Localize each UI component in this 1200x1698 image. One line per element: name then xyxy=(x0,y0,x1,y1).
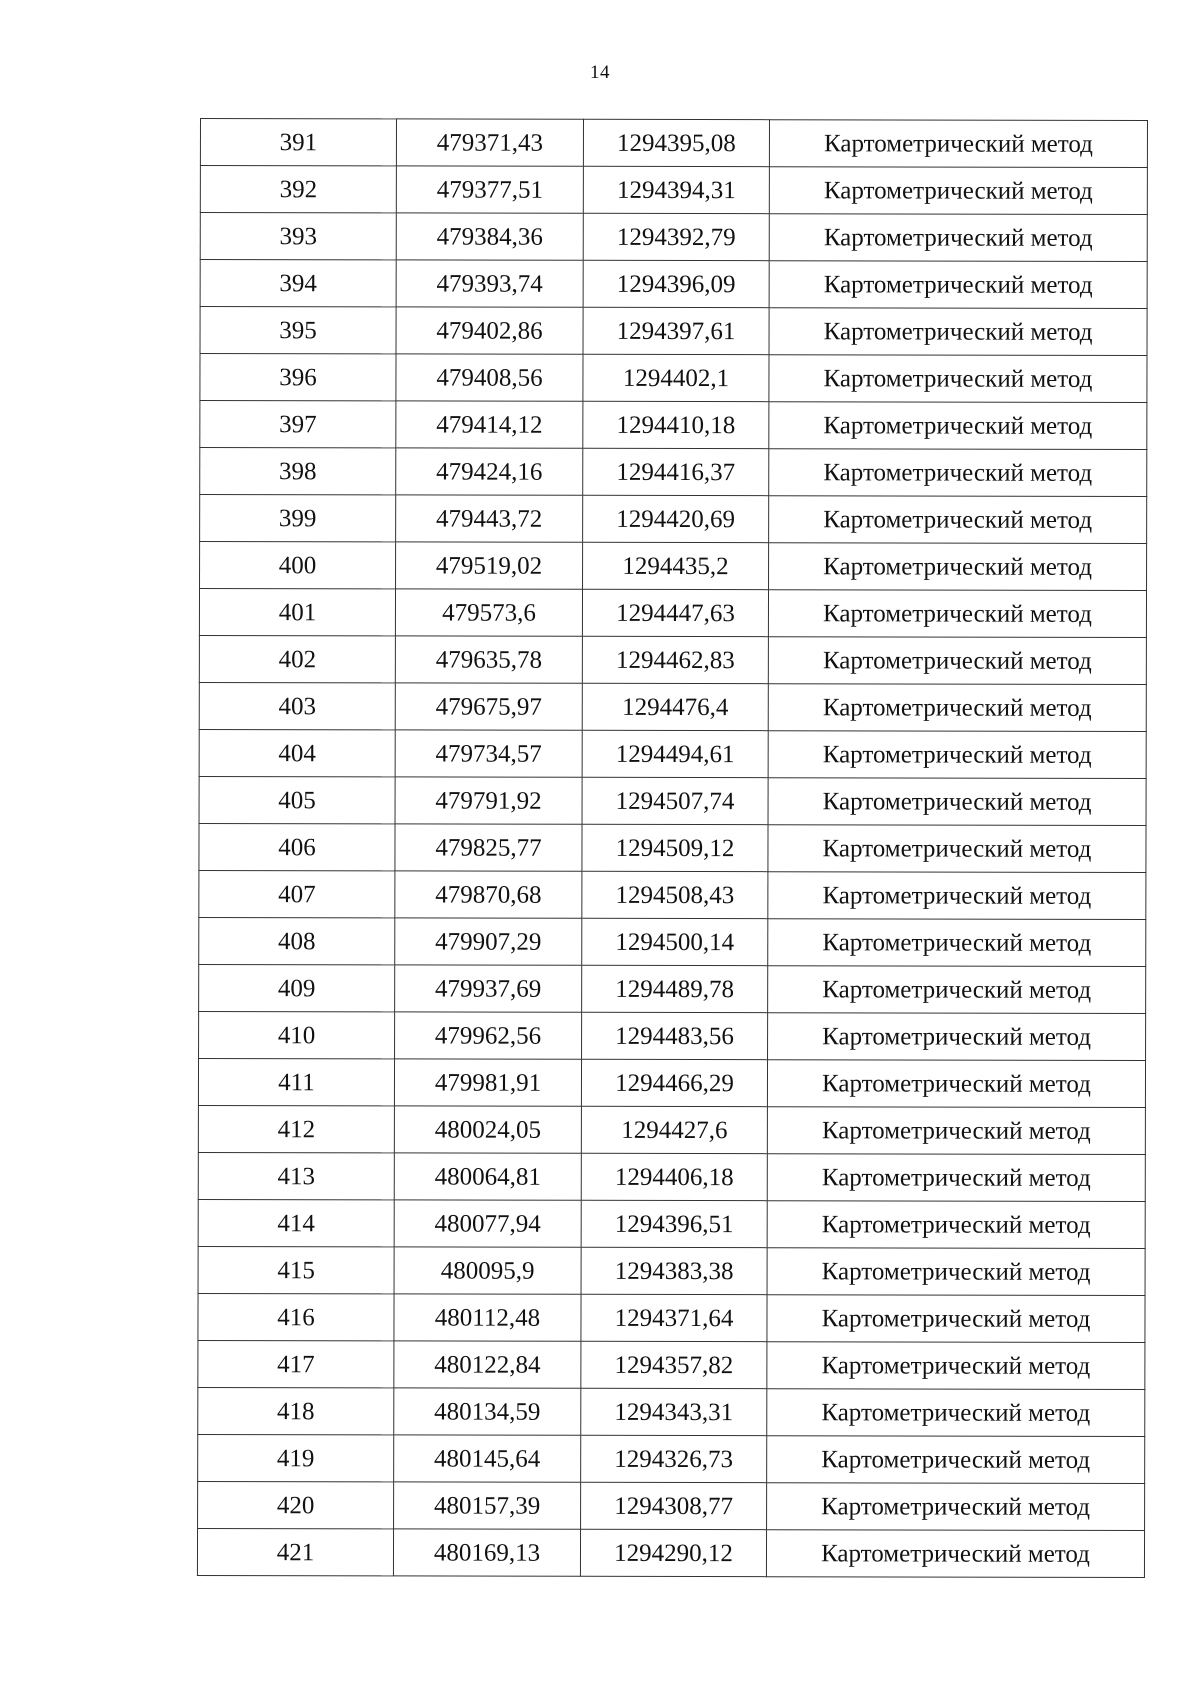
x-coordinate-cell: 479962,56 xyxy=(395,1012,582,1059)
y-coordinate-cell: 1294397,61 xyxy=(583,307,769,354)
method-cell: Картометрический метод xyxy=(769,496,1147,544)
y-coordinate-cell: 1294396,51 xyxy=(581,1200,767,1247)
table-row xyxy=(198,1246,1145,1295)
method-cell: Картометрический метод xyxy=(767,1342,1145,1390)
point-number-cell: 419 xyxy=(198,1434,394,1481)
point-number-cell: 409 xyxy=(199,964,395,1011)
x-coordinate-cell: 479870,68 xyxy=(395,871,582,918)
table-row xyxy=(198,1434,1145,1483)
table-row xyxy=(200,448,1147,497)
table-row xyxy=(199,917,1146,966)
point-number-cell: 403 xyxy=(199,682,395,729)
y-coordinate-cell: 1294410,18 xyxy=(583,401,769,448)
method-cell: Картометрический метод xyxy=(767,1107,1145,1155)
x-coordinate-cell: 480024,05 xyxy=(394,1106,581,1153)
x-coordinate-cell: 480169,13 xyxy=(393,1529,580,1576)
point-number-cell: 412 xyxy=(198,1105,394,1152)
y-coordinate-cell: 1294447,63 xyxy=(582,589,768,636)
point-number-cell: 411 xyxy=(198,1058,394,1105)
point-number-cell: 415 xyxy=(198,1246,394,1293)
table-row xyxy=(200,495,1147,544)
y-coordinate-cell: 1294402,1 xyxy=(583,354,769,401)
point-number-cell: 421 xyxy=(197,1528,393,1575)
x-coordinate-cell: 479825,77 xyxy=(395,824,582,871)
point-number-cell: 391 xyxy=(200,119,396,166)
x-coordinate-cell: 479573,6 xyxy=(395,589,582,636)
y-coordinate-cell: 1294406,18 xyxy=(581,1153,767,1200)
table-row xyxy=(198,1152,1145,1201)
point-number-cell: 394 xyxy=(200,260,396,307)
table-row xyxy=(198,1058,1145,1107)
table-row xyxy=(200,401,1147,450)
x-coordinate-cell: 480095,9 xyxy=(394,1247,581,1294)
y-coordinate-cell: 1294494,61 xyxy=(582,730,768,777)
table-row xyxy=(200,213,1147,262)
y-coordinate-cell: 1294500,14 xyxy=(582,918,768,965)
method-cell: Картометрический метод xyxy=(768,637,1146,685)
table-row xyxy=(199,964,1146,1013)
x-coordinate-cell: 480157,39 xyxy=(394,1482,581,1529)
x-coordinate-cell: 480145,64 xyxy=(394,1435,581,1482)
y-coordinate-cell: 1294392,79 xyxy=(583,213,769,260)
y-coordinate-cell: 1294462,83 xyxy=(582,636,768,683)
method-cell: Картометрический метод xyxy=(768,590,1146,638)
x-coordinate-cell: 479384,36 xyxy=(396,213,583,260)
method-cell: Картометрический метод xyxy=(767,1295,1145,1343)
table-row xyxy=(200,260,1147,309)
method-cell: Картометрический метод xyxy=(769,543,1147,591)
y-coordinate-cell: 1294435,2 xyxy=(583,542,769,589)
method-cell: Картометрический метод xyxy=(767,1436,1145,1484)
table-row xyxy=(197,1528,1144,1577)
x-coordinate-cell: 479402,86 xyxy=(396,307,583,354)
y-coordinate-cell: 1294507,74 xyxy=(582,777,768,824)
method-cell: Картометрический метод xyxy=(768,825,1146,873)
method-cell: Картометрический метод xyxy=(769,355,1147,403)
table-row xyxy=(198,1481,1145,1530)
point-number-cell: 410 xyxy=(199,1011,395,1058)
table-row xyxy=(199,682,1146,731)
point-number-cell: 406 xyxy=(199,823,395,870)
method-cell: Картометрический метод xyxy=(767,1389,1145,1437)
x-coordinate-cell: 479734,57 xyxy=(395,730,582,777)
point-number-cell: 405 xyxy=(199,776,395,823)
y-coordinate-cell: 1294383,38 xyxy=(581,1247,767,1294)
method-cell: Картометрический метод xyxy=(769,449,1147,497)
method-cell: Картометрический метод xyxy=(767,1060,1145,1108)
point-number-cell: 404 xyxy=(199,729,395,776)
method-cell: Картометрический метод xyxy=(769,120,1147,168)
method-cell: Картометрический метод xyxy=(768,919,1146,967)
method-cell: Картометрический метод xyxy=(768,872,1146,920)
point-number-cell: 401 xyxy=(199,589,395,636)
table-row xyxy=(199,870,1146,919)
y-coordinate-cell: 1294466,29 xyxy=(581,1059,767,1106)
table-row xyxy=(198,1340,1145,1389)
x-coordinate-cell: 480112,48 xyxy=(394,1294,581,1341)
x-coordinate-cell: 480077,94 xyxy=(394,1200,581,1247)
method-cell: Картометрический метод xyxy=(769,402,1147,450)
method-cell: Картометрический метод xyxy=(766,1530,1144,1578)
method-cell: Картометрический метод xyxy=(768,966,1146,1014)
x-coordinate-cell: 479635,78 xyxy=(395,636,582,683)
table-row xyxy=(199,589,1146,638)
y-coordinate-cell: 1294396,09 xyxy=(583,260,769,307)
y-coordinate-cell: 1294508,43 xyxy=(582,871,768,918)
method-cell: Картометрический метод xyxy=(768,778,1146,826)
x-coordinate-cell: 479791,92 xyxy=(395,777,582,824)
point-number-cell: 408 xyxy=(199,917,395,964)
y-coordinate-cell: 1294489,78 xyxy=(582,965,768,1012)
y-coordinate-cell: 1294483,56 xyxy=(582,1012,768,1059)
point-number-cell: 407 xyxy=(199,870,395,917)
table-row xyxy=(200,542,1147,591)
y-coordinate-cell: 1294427,6 xyxy=(581,1106,767,1153)
x-coordinate-cell: 480064,81 xyxy=(394,1153,581,1200)
point-number-cell: 397 xyxy=(200,401,396,448)
point-number-cell: 399 xyxy=(200,495,396,542)
x-coordinate-cell: 479377,51 xyxy=(396,166,583,213)
method-cell: Картометрический метод xyxy=(767,1201,1145,1249)
method-cell: Картометрический метод xyxy=(767,1483,1145,1531)
table-row xyxy=(198,1199,1145,1248)
table-row xyxy=(199,635,1146,684)
table-row xyxy=(198,1105,1145,1154)
x-coordinate-cell: 479414,12 xyxy=(396,401,583,448)
method-cell: Картометрический метод xyxy=(768,1013,1146,1061)
x-coordinate-cell: 479371,43 xyxy=(396,119,583,166)
page-number: 14 xyxy=(590,62,610,83)
x-coordinate-cell: 479519,02 xyxy=(396,542,583,589)
x-coordinate-cell: 479408,56 xyxy=(396,354,583,401)
method-cell: Картометрический метод xyxy=(769,261,1147,309)
x-coordinate-cell: 479937,69 xyxy=(395,965,582,1012)
y-coordinate-cell: 1294476,4 xyxy=(582,683,768,730)
table-row xyxy=(199,823,1146,872)
point-number-cell: 418 xyxy=(198,1387,394,1434)
table-row xyxy=(200,354,1147,403)
y-coordinate-cell: 1294416,37 xyxy=(583,448,769,495)
coordinates-table xyxy=(197,118,1148,1578)
point-number-cell: 417 xyxy=(198,1340,394,1387)
y-coordinate-cell: 1294395,08 xyxy=(583,119,769,166)
x-coordinate-cell: 479907,29 xyxy=(395,918,582,965)
y-coordinate-cell: 1294509,12 xyxy=(582,824,768,871)
table-row xyxy=(199,729,1146,778)
table-row xyxy=(198,1293,1145,1342)
table-row xyxy=(200,119,1147,168)
method-cell: Картометрический метод xyxy=(768,731,1146,779)
point-number-cell: 400 xyxy=(200,542,396,589)
point-number-cell: 420 xyxy=(198,1481,394,1528)
y-coordinate-cell: 1294371,64 xyxy=(581,1294,767,1341)
point-number-cell: 395 xyxy=(200,307,396,354)
point-number-cell: 392 xyxy=(200,166,396,213)
point-number-cell: 402 xyxy=(199,635,395,682)
method-cell: Картометрический метод xyxy=(769,308,1147,356)
method-cell: Картометрический метод xyxy=(769,167,1147,215)
x-coordinate-cell: 480134,59 xyxy=(394,1388,581,1435)
x-coordinate-cell: 479393,74 xyxy=(396,260,583,307)
point-number-cell: 396 xyxy=(200,354,396,401)
table-row xyxy=(200,166,1147,215)
table-row xyxy=(199,1011,1146,1060)
method-cell: Картометрический метод xyxy=(769,214,1147,262)
y-coordinate-cell: 1294308,77 xyxy=(581,1482,767,1529)
x-coordinate-cell: 479443,72 xyxy=(396,495,583,542)
x-coordinate-cell: 480122,84 xyxy=(394,1341,581,1388)
y-coordinate-cell: 1294420,69 xyxy=(583,495,769,542)
method-cell: Картометрический метод xyxy=(767,1154,1145,1202)
point-number-cell: 398 xyxy=(200,448,396,495)
y-coordinate-cell: 1294343,31 xyxy=(581,1388,767,1435)
y-coordinate-cell: 1294357,82 xyxy=(581,1341,767,1388)
x-coordinate-cell: 479675,97 xyxy=(395,683,582,730)
point-number-cell: 416 xyxy=(198,1293,394,1340)
x-coordinate-cell: 479981,91 xyxy=(394,1059,581,1106)
table-row xyxy=(199,776,1146,825)
point-number-cell: 393 xyxy=(200,213,396,260)
y-coordinate-cell: 1294394,31 xyxy=(583,166,769,213)
point-number-cell: 413 xyxy=(198,1152,394,1199)
coordinates-table-body xyxy=(197,119,1147,1578)
method-cell: Картометрический метод xyxy=(767,1248,1145,1296)
table-row xyxy=(200,307,1147,356)
table-row xyxy=(198,1387,1145,1436)
point-number-cell: 414 xyxy=(198,1199,394,1246)
method-cell: Картометрический метод xyxy=(768,684,1146,732)
y-coordinate-cell: 1294326,73 xyxy=(581,1435,767,1482)
y-coordinate-cell: 1294290,12 xyxy=(580,1529,766,1576)
x-coordinate-cell: 479424,16 xyxy=(396,448,583,495)
